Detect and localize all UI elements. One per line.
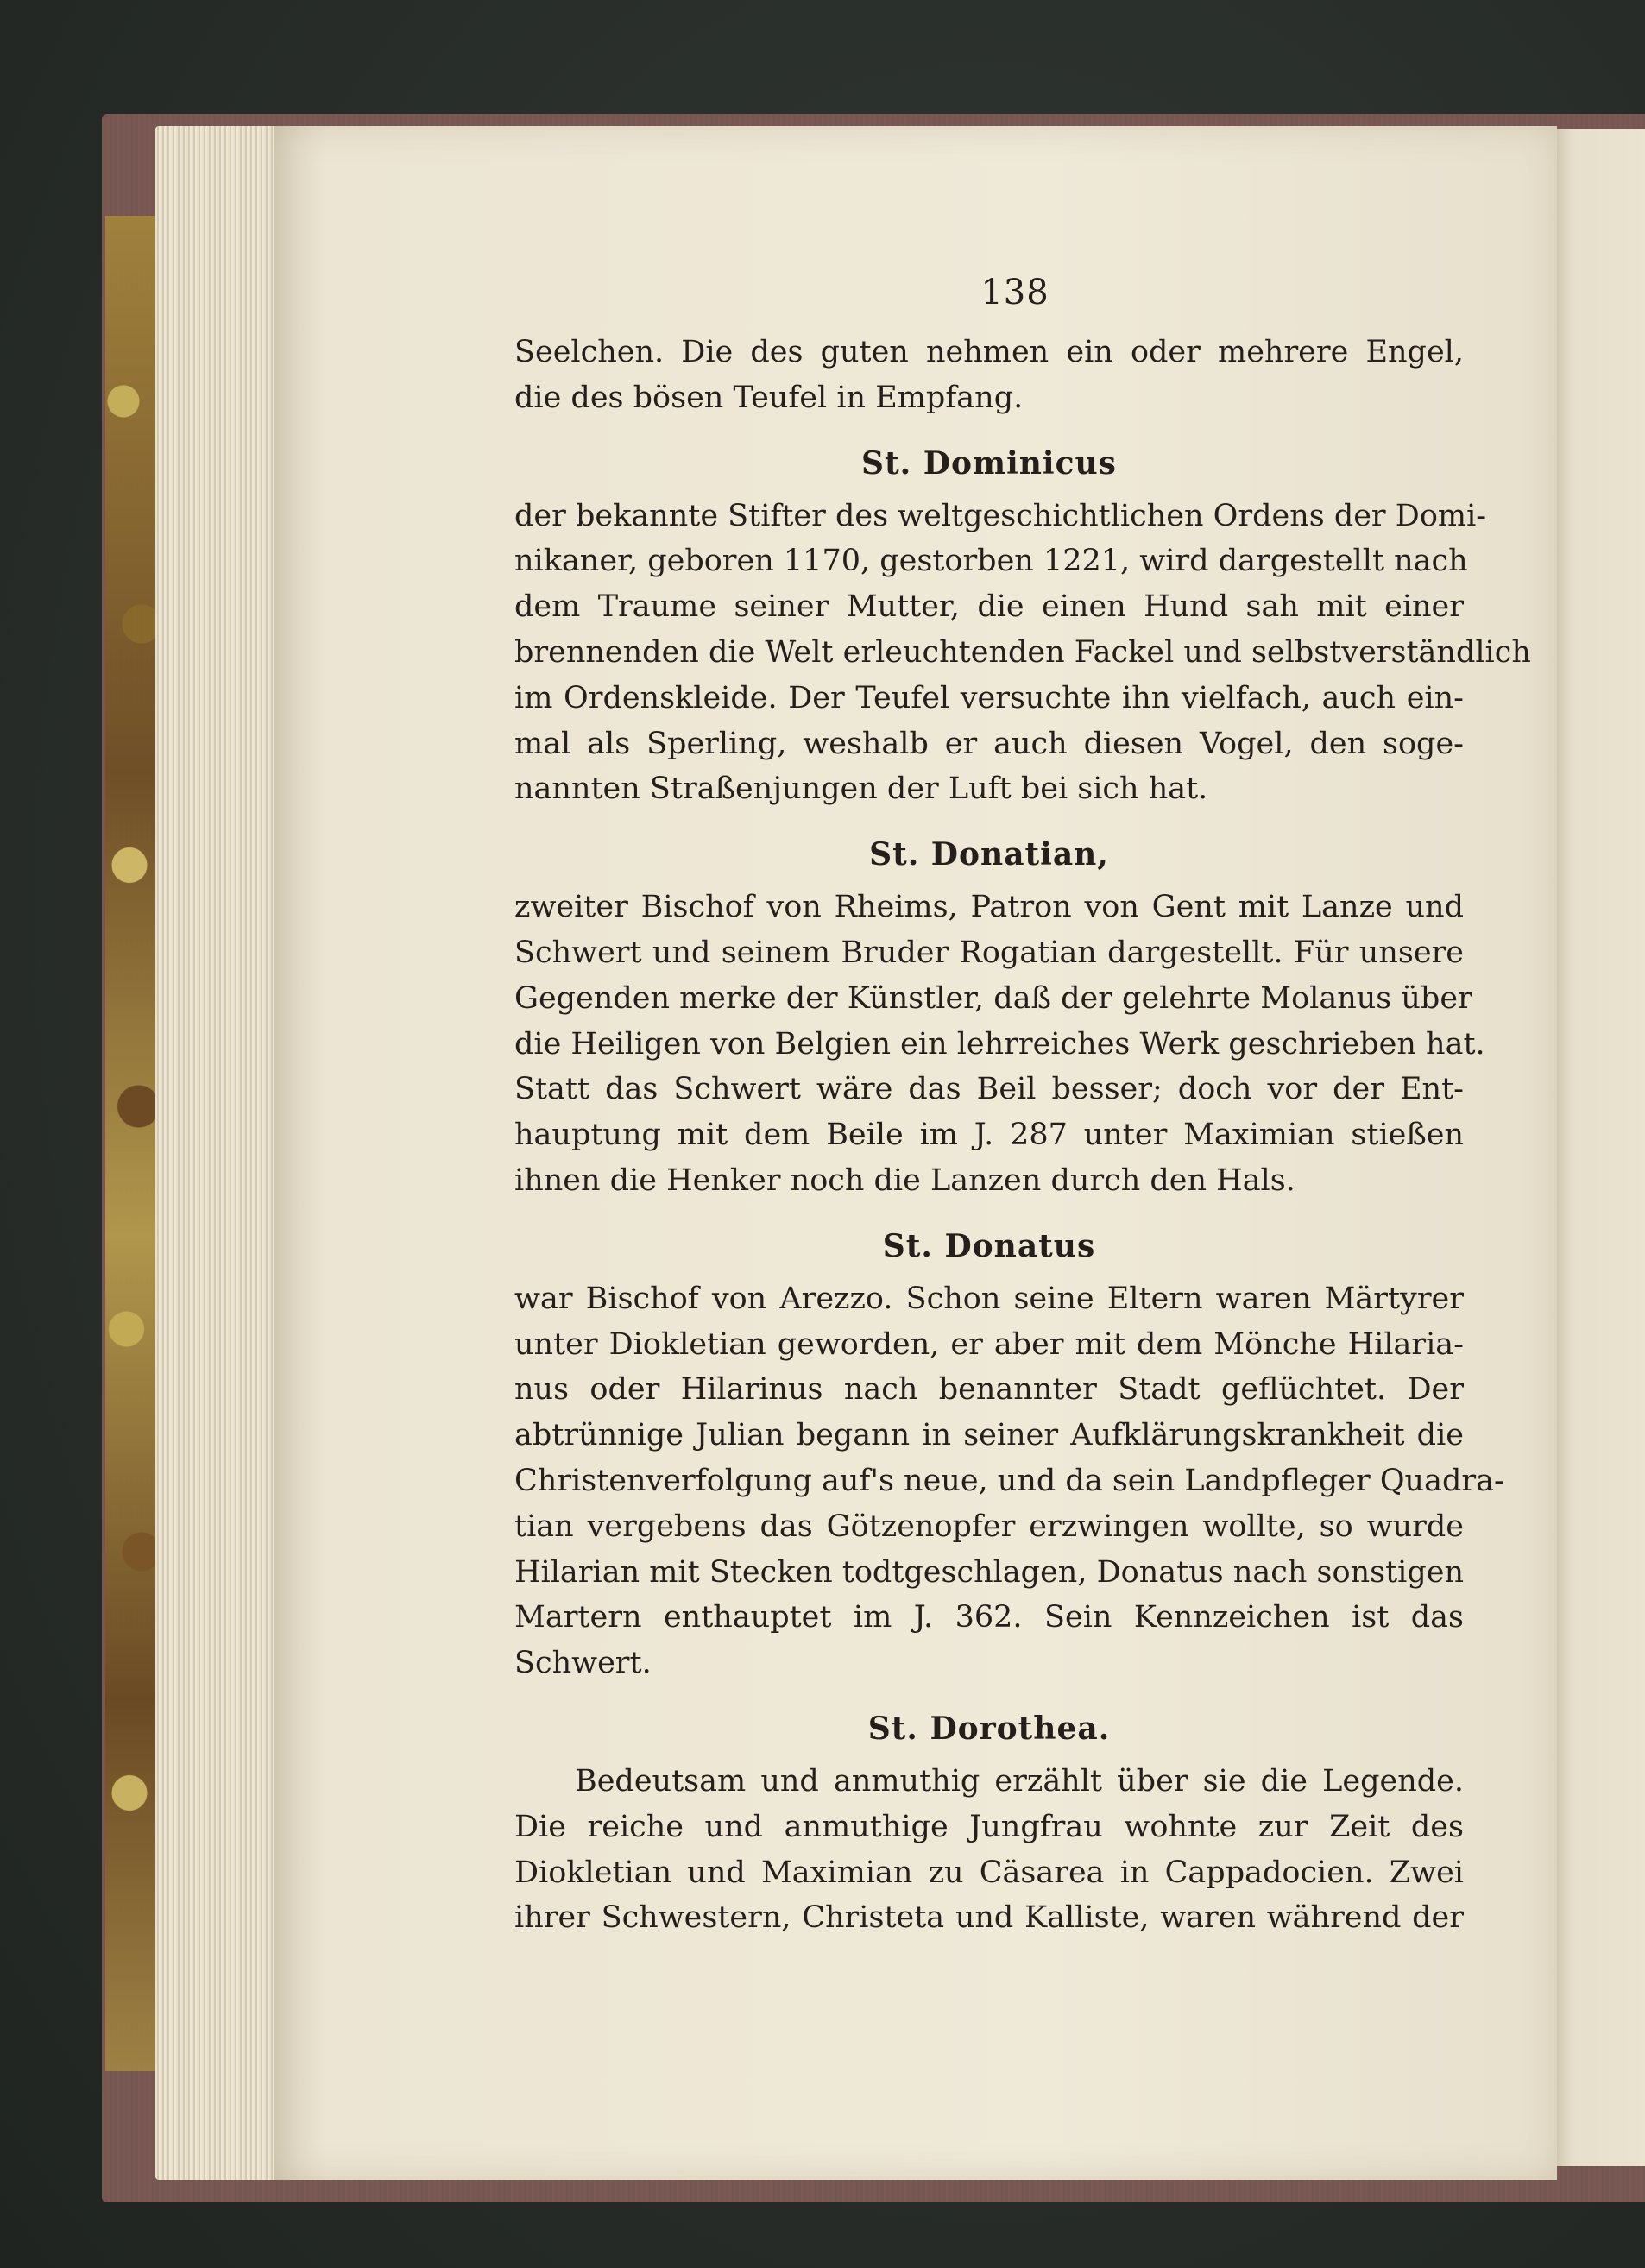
text-line: Gegenden merke der Künstler, daß der gelehrte Molanus über xyxy=(514,980,1472,1016)
text-line: nannten Straßenjungen der Luft bei sich hat. xyxy=(514,772,1208,807)
text-line: Schwert und seinem Bruder Rogatian dargestellt. Für unsere xyxy=(514,935,1464,970)
text-line: Diokletian und Maximian zu Cäsarea in Cappadocien. Zwei xyxy=(514,1855,1464,1890)
book-page xyxy=(274,126,1557,2180)
text-line: dem Traume seiner Mutter, die einen Hund sah mit einer xyxy=(514,589,1464,625)
intro-paragraph xyxy=(514,330,1464,421)
facing-page xyxy=(1554,129,1645,2166)
text-line: Bedeutsam und anmuthig erzählt über sie die Legende. xyxy=(575,1763,1464,1799)
page-number: 138 xyxy=(980,273,1049,312)
text-line: Seelchen. Die des guten nehmen ein oder mehrere Engel, xyxy=(514,335,1464,369)
section-text-dorothea xyxy=(514,1759,1464,1941)
section-heading-donatus: St. Donatus xyxy=(882,1227,1096,1264)
section-text-dominicus xyxy=(514,494,1531,813)
text-line: mal als Sperling, weshalb er auch diesen Vogel, den soge- xyxy=(514,726,1464,761)
text-line: Statt das Schwert wäre das Beil besser; doch vor der Ent- xyxy=(514,1072,1464,1107)
text-line: war Bischof von Arezzo. Schon seine Eltern waren Märtyrer xyxy=(514,1281,1464,1316)
section-heading-dominicus: St. Dominicus xyxy=(861,444,1117,482)
text-line: hauptung mit dem Beile im J. 287 unter Maximian stießen xyxy=(514,1118,1464,1153)
section-heading-dorothea: St. Dorothea. xyxy=(867,1710,1111,1747)
text-line: tian vergebens das Götzenopfer erzwingen wollte, so wurde xyxy=(514,1509,1464,1544)
page-content xyxy=(514,273,1531,1941)
text-line: die Heiligen von Belgien ein lehrreiches Werk geschrieben hat. xyxy=(514,1026,1485,1062)
text-line: zweiter Bischof von Rheims, Patron von Gent mit Lanze und xyxy=(514,890,1464,925)
text-line: die des bösen Teufel in Empfang. xyxy=(514,380,1024,415)
text-line: Hilarian mit Stecken todtgeschlagen, Donatus nach sonstigen xyxy=(514,1554,1464,1590)
text-line: ihnen die Henker noch die Lanzen durch den Hals. xyxy=(514,1162,1295,1198)
text-line: Martern enthauptet im J. 362. Sein Kennzeichen ist das xyxy=(514,1600,1464,1635)
text-line: der bekannte Stifter des weltgeschichtlichen Ordens der Domi- xyxy=(514,498,1487,533)
text-line: Christenverfolgung auf's neue, und da sein Landpfleger Quadra- xyxy=(514,1463,1504,1498)
text-line: Die reiche und anmuthige Jungfrau wohnte zur Zeit des xyxy=(514,1809,1464,1844)
page-block-edge xyxy=(155,126,293,2180)
text-line: brennenden die Welt erleuchtenden Fackel und selbstverständlich xyxy=(514,634,1531,670)
section-heading-donatian: St. Donatian, xyxy=(869,836,1109,873)
section-text-donatian xyxy=(514,885,1485,1204)
text-line: abtrünnige Julian begann in seiner Aufklärungskrankheit die xyxy=(514,1418,1464,1453)
text-line: ihrer Schwestern, Christeta und Kalliste, waren während der xyxy=(514,1900,1464,1936)
text-line: nus oder Hilarinus nach benannter Stadt geflüchtet. Der xyxy=(514,1372,1464,1408)
text-line: unter Diokletian geworden, er aber mit dem Mönche Hilaria- xyxy=(514,1326,1464,1362)
text-line: nikaner, geboren 1170, gestorben 1221, wird dargestellt nach xyxy=(514,544,1468,579)
text-line: Schwert. xyxy=(514,1646,652,1681)
section-text-donatus xyxy=(514,1276,1504,1686)
text-line: im Ordenskleide. Der Teufel versuchte ihn vielfach, auch ein- xyxy=(514,680,1464,715)
